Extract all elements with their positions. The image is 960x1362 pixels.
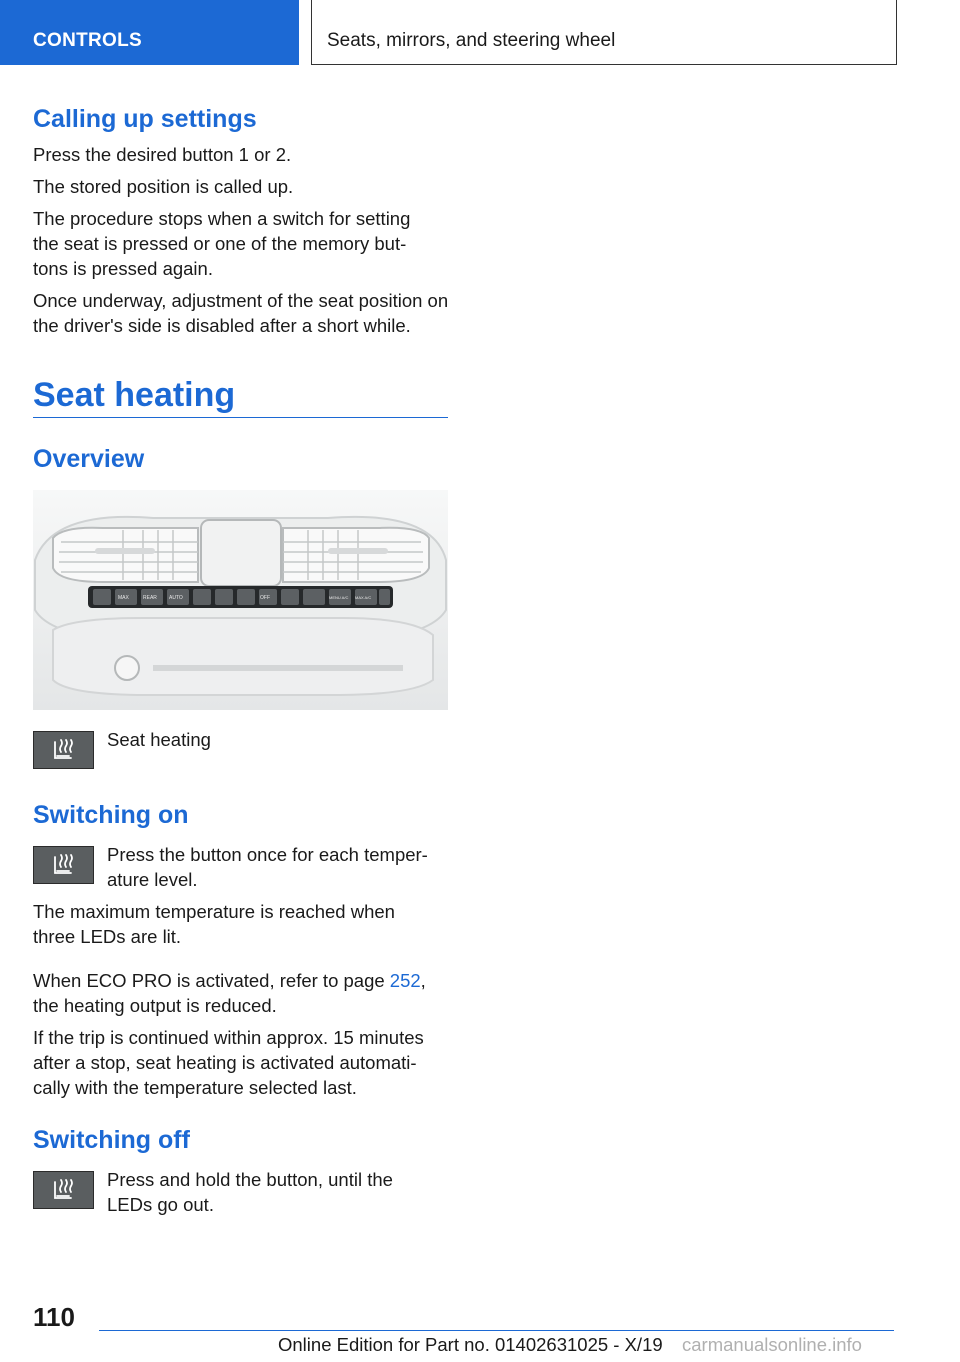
panel-label: MENU A/C <box>329 595 349 600</box>
text: When ECO PRO is activated, refer to page <box>33 970 390 991</box>
climate-panel-illustration <box>33 490 448 710</box>
heading-switching-off: Switching off <box>33 1126 190 1154</box>
page-link[interactable]: 252 <box>389 970 421 991</box>
edition-note: Online Edition for Part no. 01402631025 - X/19 <box>278 1334 663 1355</box>
paragraph <box>33 968 449 993</box>
heading-overview: Overview <box>33 445 145 473</box>
calling-up-body <box>33 142 449 338</box>
paragraph: the heating output is reduced. <box>33 995 277 1016</box>
panel-label: MAX A/C <box>355 595 372 600</box>
paragraph: The maximum temperature is reached when three LEDs are lit. <box>33 901 395 947</box>
switching-on-body <box>33 899 433 949</box>
heading-rule <box>33 417 448 418</box>
seat-heating-icon-glyph <box>49 851 79 879</box>
paragraph: Press the button once for each temper-ature level. <box>107 844 428 890</box>
seat-heating-icon <box>33 1171 94 1209</box>
legend-label: Seat heating <box>107 729 211 750</box>
section-tab <box>0 0 299 65</box>
watermark-logo: carmanualsonline.info <box>682 1334 862 1355</box>
paragraph: Press the desired button 1 or 2. <box>33 144 292 165</box>
seat-heating-icon <box>33 731 94 769</box>
seat-heating-icon <box>33 846 94 884</box>
switching-on-icon-text <box>107 842 447 892</box>
paragraph: The procedure stops when a switch for setting the seat is pressed or one of the memory but-tons is pressed again. <box>33 208 411 279</box>
section-title: CONTROLS <box>33 30 143 51</box>
legend-text <box>107 727 447 752</box>
heading-seat-heating: Seat heating <box>33 376 236 414</box>
heading-calling-up-settings: Calling up settings <box>33 105 257 133</box>
panel-label: AUTO <box>169 595 183 601</box>
paragraph: The stored position is called up. <box>33 176 294 197</box>
climate-panel-photo <box>33 490 448 710</box>
paragraph: Press and hold the button, until the LEDs go out. <box>107 1169 393 1215</box>
text: , <box>420 970 426 991</box>
paragraph: Once underway, adjustment of the seat position on the driver's side is disabled after a short while. <box>33 290 449 336</box>
chapter-header <box>311 0 897 65</box>
paragraph: If the trip is continued within approx. 15 minutes after a stop, seat heating is activated automati-cally with the temperature selected last. <box>33 1027 424 1098</box>
panel-label: REAR <box>143 595 157 601</box>
chapter-title: Seats, mirrors, and steering wheel <box>327 30 616 51</box>
heading-switching-on: Switching on <box>33 801 189 829</box>
footer-rule <box>99 1330 894 1331</box>
switching-on-eco <box>33 968 449 1100</box>
switching-off-icon-text <box>107 1167 427 1217</box>
page-number: 110 <box>33 1302 75 1332</box>
seat-heating-icon-glyph <box>49 1176 79 1204</box>
seat-heating-icon-glyph <box>49 736 79 764</box>
panel-label: MAX <box>118 595 129 601</box>
panel-label: OFF <box>260 595 270 601</box>
